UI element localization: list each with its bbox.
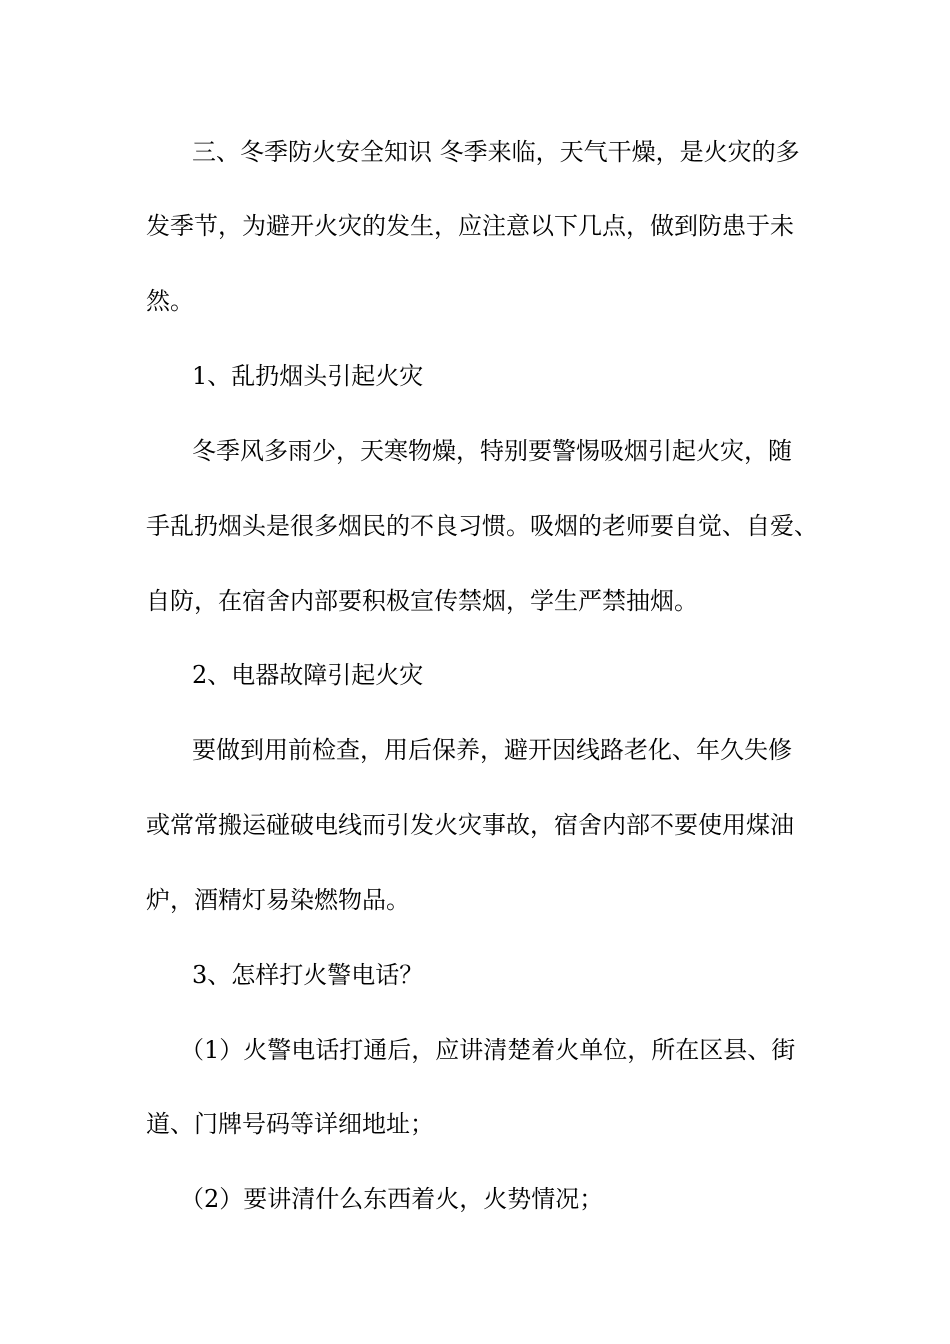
text-line: 炉，酒精灯易染燃物品。 [146,886,410,914]
text-line: 发季节，为避开火灾的发生，应注意以下几点，做到防患于未 [146,212,794,240]
text-line: 要做到用前检查，用后保养，避开因线路老化、年久失修 [192,736,792,764]
text-line: 手乱扔烟头是很多烟民的不良习惯。吸烟的老师要自觉、自爱、 [146,512,818,540]
paragraph-line [0,1104,950,1144]
paragraph-line [0,880,950,920]
section-heading [0,356,950,396]
text-line: 3、怎样打火警电话？ [192,961,424,989]
paragraph-line [0,281,950,321]
paragraph-line [0,805,950,845]
text-line: （1）火警电话打通后，应讲清楚着火单位，所在区县、街 [180,1036,796,1064]
text-line: 自防，在宿舍内部要积极宣传禁烟，学生严禁抽烟。 [146,587,698,615]
section-heading [0,955,950,995]
paragraph-line [0,1030,950,1070]
paragraph-line [0,132,950,172]
text-line: 道、门牌号码等详细地址； [146,1110,434,1138]
text-line: 冬季风多雨少，天寒物燥，特别要警惕吸烟引起火灾，随 [192,437,792,465]
text-line: （2）要讲清什么东西着火，火势情况； [180,1185,604,1213]
paragraph-line [0,581,950,621]
paragraph-line [0,730,950,770]
paragraph-line [0,431,950,471]
text-line: 1、乱扔烟头引起火灾 [192,362,424,390]
text-line: 2、电器故障引起火灾 [192,661,424,689]
text-line: 或常常搬运碰破电线而引发火灾事故，宿舍内部不要使用煤油 [146,811,794,839]
text-line: 三、冬季防火安全知识 冬季来临，天气干燥，是火灾的多 [192,138,800,166]
paragraph-line [0,506,950,546]
text-line: 然。 [146,287,194,315]
section-heading [0,655,950,695]
paragraph-line [0,206,950,246]
paragraph-line [0,1179,950,1219]
